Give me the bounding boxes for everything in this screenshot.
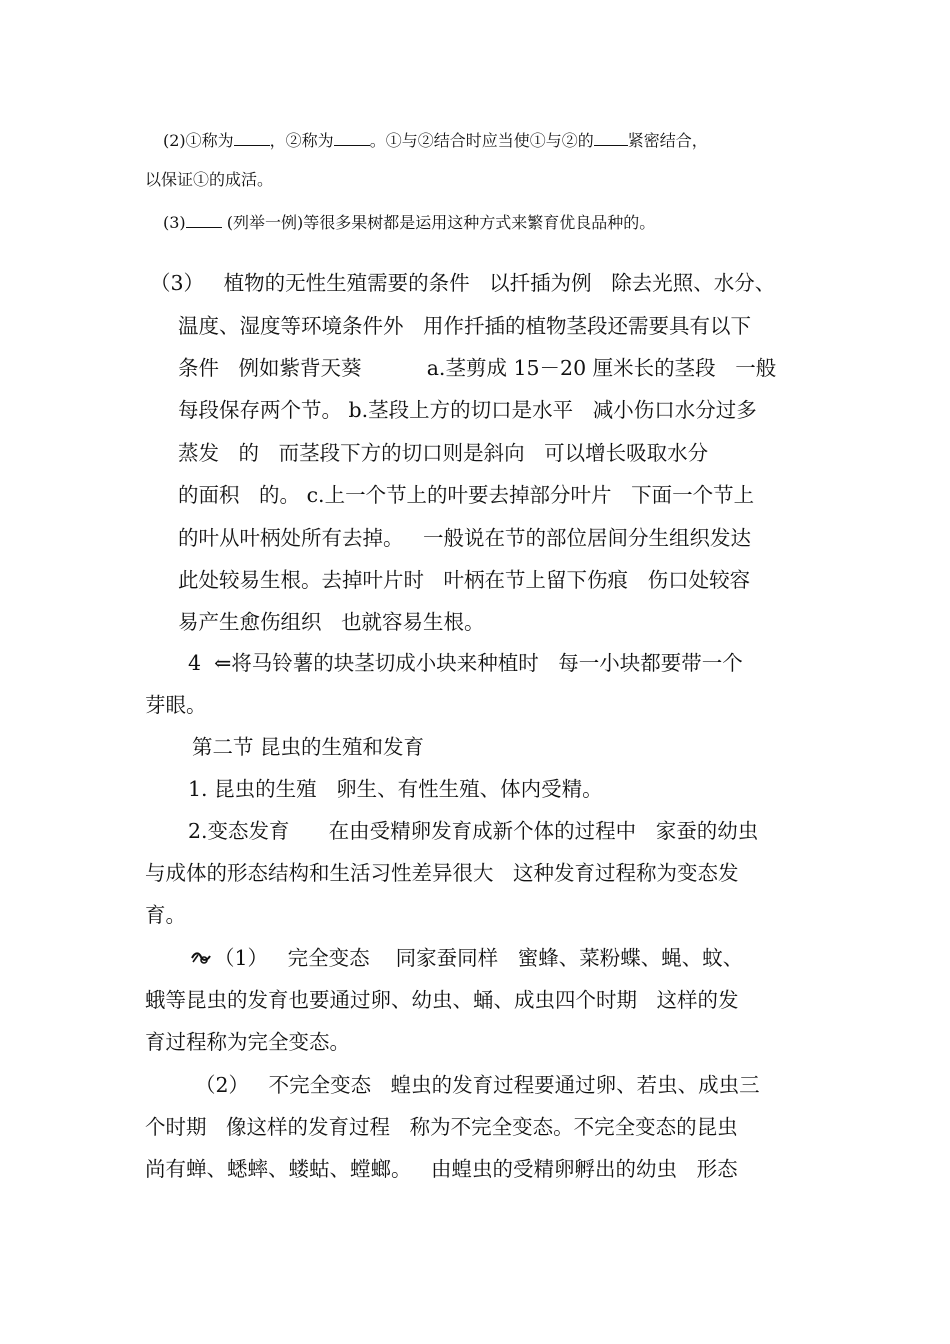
question-3-line xyxy=(163,212,655,231)
paragraph-line: 此处较易生根。去掉叶片时 叶柄在节上留下伤痕 伤口处较容 xyxy=(178,568,751,592)
paragraph-line xyxy=(190,948,743,969)
q2-mid: ，②称为 xyxy=(269,131,334,150)
paragraph-line: 与成体的形态结构和生活习性差异很大 这种发育过程称为变态发 xyxy=(145,861,739,885)
q2-end: 紧密结合， xyxy=(627,131,708,150)
paragraph-line: 育过程称为完全变态。 xyxy=(145,1030,350,1054)
answer-blank xyxy=(594,130,628,146)
paragraph-line: （3） 植物的无性生殖需要的条件 以扦插为例 除去光照、水分、 xyxy=(150,271,776,295)
paragraph-text: （1） 完全变态 同家蚕同样 蜜蜂、菜粉蝶、蝇、蚊、 xyxy=(214,946,744,970)
item-4-continuation: 芽眼。 xyxy=(145,693,207,717)
item-4-line: 4 ⇐将马铃薯的块茎切成小块来种植时 每一小块都要带一个 xyxy=(188,651,743,675)
answer-blank xyxy=(334,130,370,146)
paragraph-line: 的面积 的。 c.上一个节上的叶要去掉部分叶片 下面一个节上 xyxy=(178,483,755,507)
q2-prefix: (2)①称为 xyxy=(163,131,234,150)
paragraph-line: 个时期 像这样的发育过程 称为不完全变态。不完全变态的昆虫 xyxy=(145,1115,738,1139)
q2-mid2: 。①与②结合时应当使①与②的 xyxy=(369,131,594,150)
question-2-line xyxy=(163,130,708,149)
paragraph-line: 蒸发 的 而茎段下方的切口则是斜向 可以增长吸取水分 xyxy=(178,441,709,465)
paragraph-line: 温度、湿度等环境条件外 用作扦插的植物茎段还需要具有以下 xyxy=(178,314,752,338)
paragraph-line: 的叶从叶柄处所有去掉。 一般说在节的部位居间分生组织发达 xyxy=(178,526,752,550)
paragraph-line: 每段保存两个节。 b.茎段上方的切口是水平 减小伤口水分过多 xyxy=(178,398,757,422)
paragraph-line: （2） 不完全变态 蝗虫的发育过程要通过卵、若虫、成虫三 xyxy=(195,1073,760,1097)
question-2-continuation: 以保证①的成活。 xyxy=(145,170,274,189)
answer-blank xyxy=(234,130,270,146)
q3-text: (列举一例)等很多果树都是运用这种方式来繁育优良品种的。 xyxy=(221,213,656,232)
section-title: 第二节 昆虫的生殖和发育 xyxy=(192,735,425,759)
paragraph-line: 易产生愈伤组织 也就容易生根。 xyxy=(178,610,485,634)
answer-blank xyxy=(186,212,222,228)
insect-glyph-icon xyxy=(190,949,212,967)
paragraph-line: 2.变态发育 在由受精卵发育成新个体的过程中 家蚕的幼虫 xyxy=(188,819,759,843)
paragraph-line: 育。 xyxy=(145,903,186,927)
paragraph-line: 尚有蝉、蟋蟀、蝼蛄、螳螂。 由蝗虫的受精卵孵出的幼虫 形态 xyxy=(145,1157,738,1181)
paragraph-line: 条件 例如紫背天葵 a.茎剪成 15－20 厘米长的茎段 一般 xyxy=(178,356,777,380)
q3-prefix: (3) xyxy=(163,213,186,232)
paragraph-line: 蛾等昆虫的发育也要通过卵、幼虫、蛹、成虫四个时期 这样的发 xyxy=(145,988,739,1012)
paragraph-line: 1. 昆虫的生殖 卵生、有性生殖、体内受精。 xyxy=(188,777,603,801)
